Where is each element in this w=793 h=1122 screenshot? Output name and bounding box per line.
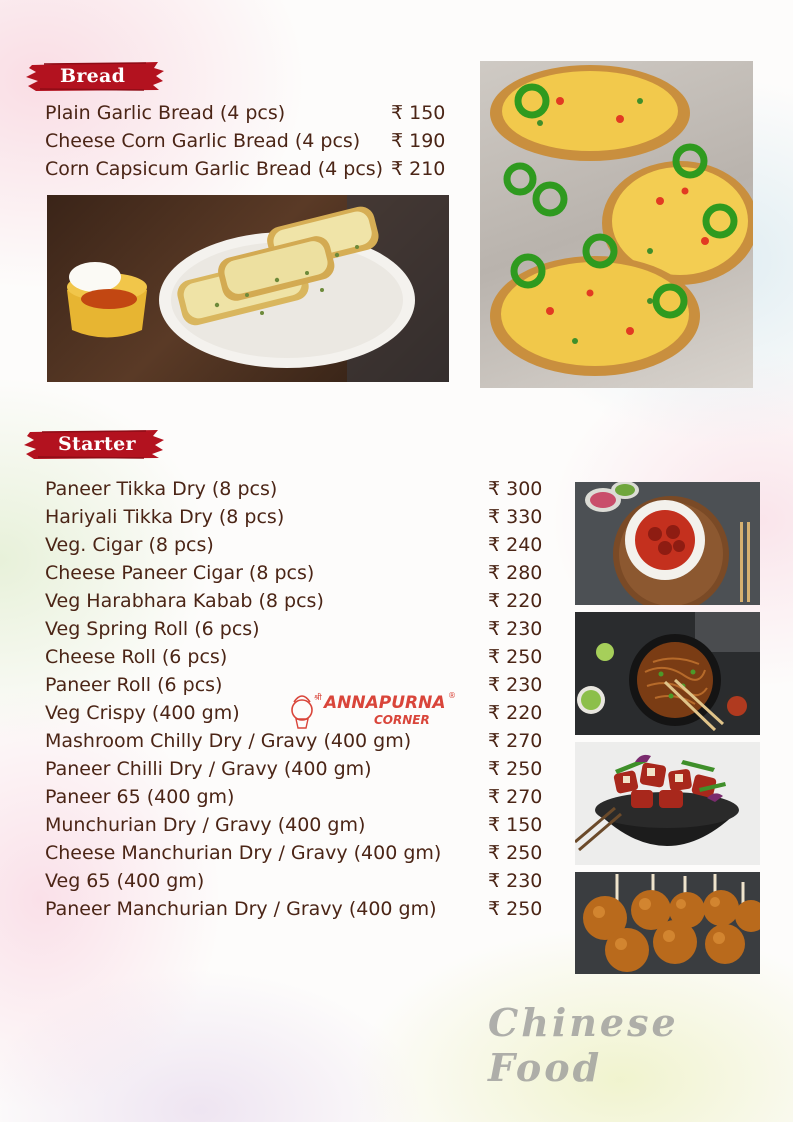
item-price: ₹ 210 bbox=[391, 158, 446, 180]
menu-item bbox=[45, 867, 565, 895]
annapurna-corner-logo bbox=[288, 686, 463, 732]
item-price: ₹ 280 bbox=[488, 562, 543, 584]
menu-item bbox=[45, 503, 565, 531]
menu-item bbox=[45, 99, 465, 127]
item-price: ₹ 230 bbox=[488, 618, 543, 640]
item-price: ₹ 270 bbox=[488, 730, 543, 752]
item-price: ₹ 150 bbox=[488, 814, 543, 836]
menu-item bbox=[45, 783, 565, 811]
item-price: ₹ 190 bbox=[391, 130, 446, 152]
menu-item bbox=[45, 155, 465, 183]
garlic-bread-plate-photo bbox=[47, 195, 449, 382]
item-name: Corn Capsicum Garlic Bread (4 pcs) bbox=[45, 158, 384, 180]
item-price: ₹ 150 bbox=[391, 102, 446, 124]
item-price: ₹ 270 bbox=[488, 786, 543, 808]
menu-item bbox=[45, 615, 565, 643]
manchurian-gravy-bowl-photo bbox=[575, 482, 760, 605]
item-name: Mashroom Chilly Dry / Gravy (400 gm) bbox=[45, 730, 412, 752]
item-price: ₹ 230 bbox=[488, 674, 543, 696]
item-name: Cheese Paneer Cigar (8 pcs) bbox=[45, 562, 315, 584]
menu-item bbox=[45, 755, 565, 783]
item-name: Paneer Manchurian Dry / Gravy (400 gm) bbox=[45, 898, 437, 920]
starter-heading: Starter bbox=[58, 433, 136, 455]
item-name: Veg Harabhara Kabab (8 pcs) bbox=[45, 590, 324, 612]
menu-item bbox=[45, 587, 565, 615]
section-caption: Chinese Food bbox=[488, 1000, 679, 1090]
bread-section-banner bbox=[26, 59, 166, 93]
item-price: ₹ 230 bbox=[488, 870, 543, 892]
starter-section-banner bbox=[24, 427, 166, 461]
item-name: Paneer Tikka Dry (8 pcs) bbox=[45, 478, 278, 500]
logo-registered-mark: ® bbox=[448, 691, 456, 700]
corn-capsicum-garlic-bread-photo bbox=[480, 61, 753, 388]
item-price: ₹ 220 bbox=[488, 590, 543, 612]
item-name: Hariyali Tikka Dry (8 pcs) bbox=[45, 506, 285, 528]
item-price: ₹ 240 bbox=[488, 534, 543, 556]
cheese-balls-photo bbox=[575, 872, 760, 974]
chilli-paneer-bowl-photo bbox=[575, 742, 760, 865]
item-name: Cheese Roll (6 pcs) bbox=[45, 646, 228, 668]
item-name: Veg 65 (400 gm) bbox=[45, 870, 205, 892]
logo-line2: CORNER bbox=[374, 713, 430, 727]
item-price: ₹ 220 bbox=[488, 702, 543, 724]
item-name: Plain Garlic Bread (4 pcs) bbox=[45, 102, 286, 124]
menu-item bbox=[45, 839, 565, 867]
item-name: Paneer 65 (400 gm) bbox=[45, 786, 235, 808]
item-price: ₹ 250 bbox=[488, 646, 543, 668]
item-name: Veg Crispy (400 gm) bbox=[45, 702, 240, 724]
menu-item bbox=[45, 127, 465, 155]
logo-line1: ANNAPURNA bbox=[324, 693, 446, 713]
item-name: Paneer Chilli Dry / Gravy (400 gm) bbox=[45, 758, 372, 780]
menu-item bbox=[45, 559, 565, 587]
hakka-noodles-photo bbox=[575, 612, 760, 735]
item-price: ₹ 250 bbox=[488, 898, 543, 920]
item-name: Cheese Manchurian Dry / Gravy (400 gm) bbox=[45, 842, 442, 864]
item-name: Munchurian Dry / Gravy (400 gm) bbox=[45, 814, 366, 836]
item-price: ₹ 250 bbox=[488, 758, 543, 780]
menu-item bbox=[45, 643, 565, 671]
item-price: ₹ 300 bbox=[488, 478, 543, 500]
item-price: ₹ 330 bbox=[488, 506, 543, 528]
menu-item bbox=[45, 475, 565, 503]
menu-item bbox=[45, 895, 565, 923]
item-name: Paneer Roll (6 pcs) bbox=[45, 674, 223, 696]
logo-prefix: श्री bbox=[314, 693, 322, 702]
menu-item bbox=[45, 531, 565, 559]
item-name: Cheese Corn Garlic Bread (4 pcs) bbox=[45, 130, 361, 152]
menu-item bbox=[45, 811, 565, 839]
item-price: ₹ 250 bbox=[488, 842, 543, 864]
item-name: Veg Spring Roll (6 pcs) bbox=[45, 618, 260, 640]
item-name: Veg. Cigar (8 pcs) bbox=[45, 534, 214, 556]
bread-heading: Bread bbox=[60, 65, 126, 87]
